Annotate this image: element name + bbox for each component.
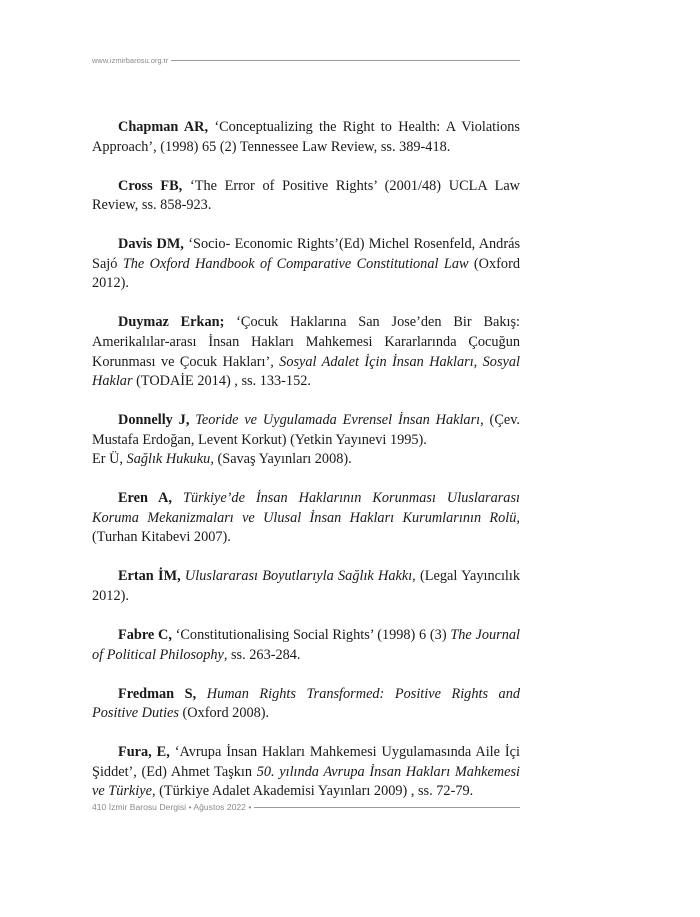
entry-author: Donnelly J, [118, 412, 190, 429]
entry-text: ‘Conceptualizing the Right to Health: A Violations Approach’, (1998) 65 (2) Tennessee Law Review, ss. 389-418. [92, 119, 520, 155]
entry-title-italic: 50. yılında Avrupa İnsan Hakları Mahkemesi ve Türkiye [92, 763, 521, 800]
entry-text: Er Ü, [92, 451, 127, 468]
page-header [92, 54, 520, 66]
bibliography-entry-duymaz [92, 313, 520, 391]
entry-title-italic: , Sosyal Adalet İçin İnsan Hakları, Sosyal Haklar [92, 353, 520, 390]
entry-text: (TODAİE 2014) , ss. 133-152. [132, 373, 311, 390]
entry-author: Chapman AR, [118, 119, 209, 135]
entry-author: Duymaz Erkan; [118, 314, 225, 331]
bibliography-entry-fura [92, 743, 520, 802]
footer-rule [254, 807, 520, 808]
entry-author: Davis DM, [118, 236, 184, 253]
entry-text: ‘Avrupa İnsan Hakları Mahkemesi Uygulamasında Aile İçi Şiddet’, (Ed) Ahmet Taşkın [92, 744, 521, 780]
entry-text: (Savaş Yayınları 2008). [213, 451, 352, 468]
entry-text: (Legal Yayıncılık 2012). [92, 568, 521, 605]
bibliography-entry-eren [92, 489, 520, 548]
entry-author: Cross FB, [118, 177, 183, 194]
entry-text: (Çev. Mustafa Erdoğan, Levent Korkut) (Yetkin Yayınevi 1995). [92, 412, 520, 448]
entry-author: Ertan İM, [118, 568, 181, 585]
entry-text: (Oxford 2012). [92, 255, 520, 292]
bibliography-entry-fabre [92, 626, 520, 665]
entry-author: Eren A, [118, 490, 173, 507]
bibliography-entry-fredman [92, 685, 520, 724]
entry-author: Fabre C, [118, 627, 172, 644]
bibliography-entry-donnelly [92, 411, 520, 470]
entry-title-italic: The Journal of Political Philosophy [92, 627, 520, 663]
entry-title-italic: Human Rights Transformed: Positive Rights and Positive Duties [92, 685, 520, 722]
entry-title-italic: The Oxford Handbook of Comparative Constitutional Law [122, 255, 469, 272]
entry-text: (Oxford 2008). [178, 705, 270, 722]
bibliography-entry-cross [92, 177, 520, 216]
footer-text: 410 İzmir Barosu Dergisi • Ağustos 2022 • [92, 802, 252, 812]
entry-text: , (Türkiye Adalet Akademisi Yayınları 2009) , ss. 72-79. [151, 783, 474, 800]
entry-text: , ss. 263-284. [223, 646, 301, 663]
entry-title-italic: Türkiye’de İnsan Haklarının Korunması Uluslararası Koruma Mekanizmaları ve Ulusal İnsan Hakları Kurumlarının Rolü, [92, 490, 520, 526]
entry-text: ‘Constitutionalising Social Rights’ (1998) 6 (3) [171, 627, 451, 644]
header-rule [171, 60, 520, 61]
entry-title-italic: Teoride ve Uygulamada Evrensel İnsan Hakları, [189, 412, 484, 429]
bibliography-entry-davis [92, 235, 520, 294]
entry-title-italic: Sağlık Hukuku, [126, 451, 214, 468]
bibliography-entry-chapman [92, 118, 520, 157]
bibliography [92, 118, 520, 821]
entry-text: ‘Çocuk Haklarına San Jose’den Bir Bakış: Amerikalılar-arası İnsan Hakları Mahkemesi Kararlarında Çocuğun Korunması ve Çocuk Hakları’ [92, 314, 520, 370]
bibliography-entry-ertan [92, 567, 520, 606]
entry-text: ‘The Error of Positive Rights’ (2001/48) UCLA Law Review, ss. 858-923. [92, 177, 520, 214]
entry-author: Fura, E, [118, 744, 170, 761]
header-url: www.izmirbarosu.org.tr [92, 55, 169, 65]
entry-author: Fredman S, [118, 685, 197, 702]
entry-title-italic: Uluslararası Boyutlarıyla Sağlık Hakkı, [180, 568, 416, 585]
entry-text: (Turhan Kitabevi 2007). [92, 529, 231, 546]
entry-text: ‘Socio- Economic Rights’(Ed) Michel Rosenfeld, András Sajó [92, 236, 521, 272]
page-footer [92, 801, 520, 813]
